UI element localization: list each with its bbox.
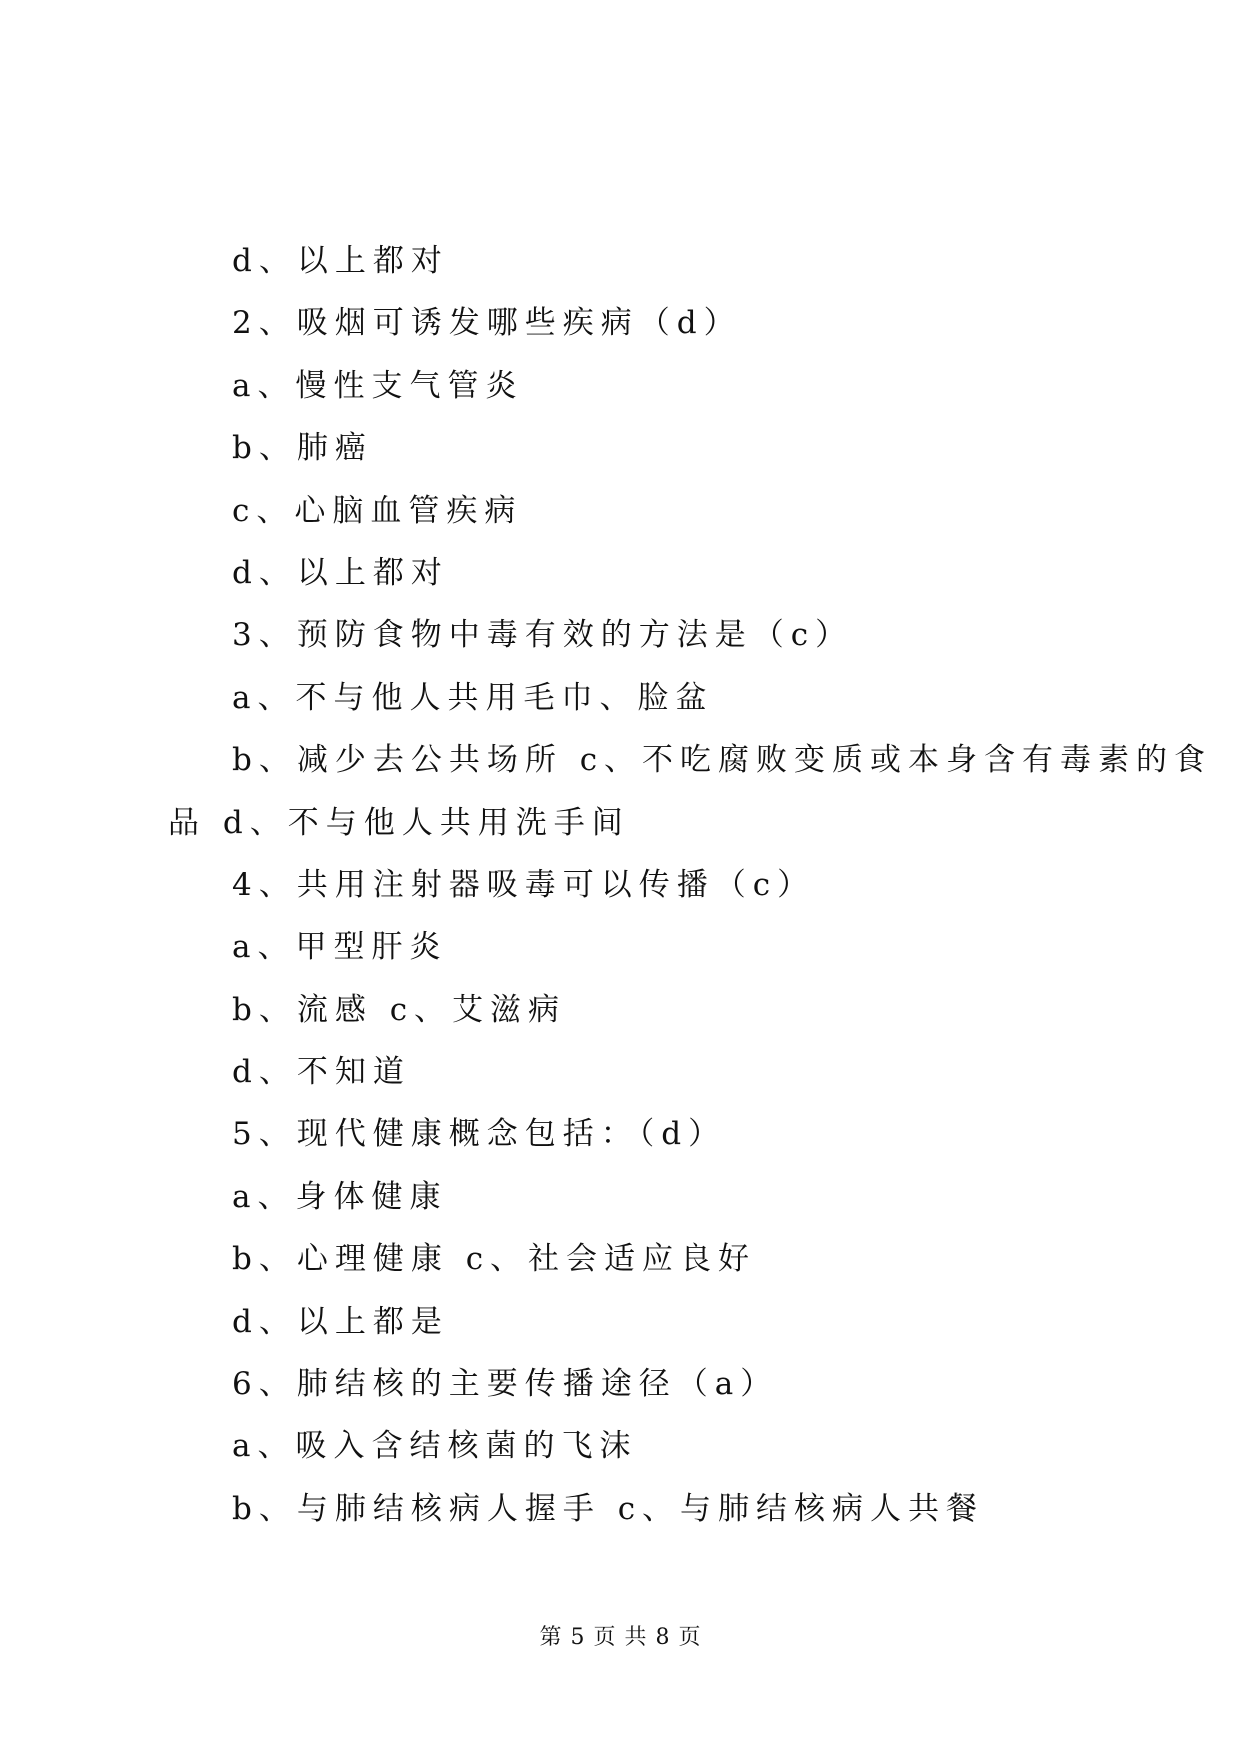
document-body	[168, 230, 1213, 1540]
option-line: d、以上都是	[232, 1303, 449, 1340]
option-line: b、减少去公共场所 c、不吃腐败变质或本身含有毒素的食	[232, 742, 1213, 779]
option-line-continued: 品 d、不与他人共用洗手间	[168, 804, 630, 841]
option-line: b、与肺结核病人握手 c、与肺结核病人共餐	[232, 1490, 985, 1527]
page-number-footer: 第 5 页 共 8 页	[539, 1625, 702, 1650]
question-4: 4、共用注射器吸毒可以传播（c）	[232, 866, 816, 903]
option-line: a、不与他人共用毛巾、脸盆	[232, 679, 714, 716]
option-line: a、身体健康	[232, 1178, 448, 1215]
option-line: b、肺癌	[232, 430, 373, 467]
option-line: b、流感 c、艾滋病	[232, 991, 567, 1028]
option-line: b、心理健康 c、社会适应良好	[232, 1241, 757, 1278]
option-line: c、心脑血管疾病	[232, 492, 523, 529]
option-line: d、不知道	[232, 1054, 411, 1091]
question-6: 6、肺结核的主要传播途径（a）	[232, 1366, 779, 1403]
option-line: a、吸入含结核菌的飞沫	[232, 1428, 638, 1465]
question-2: 2、吸烟可诱发哪些疾病（d）	[232, 305, 742, 342]
option-line: a、甲型肝炎	[232, 929, 448, 966]
question-5: 5、现代健康概念包括：（d）	[232, 1116, 727, 1153]
text-line: d、以上都对	[232, 243, 449, 279]
option-line: a、慢性支气管炎	[232, 367, 524, 404]
option-line: d、以上都对	[232, 554, 449, 591]
question-3: 3、预防食物中毒有效的方法是（c）	[232, 617, 854, 654]
